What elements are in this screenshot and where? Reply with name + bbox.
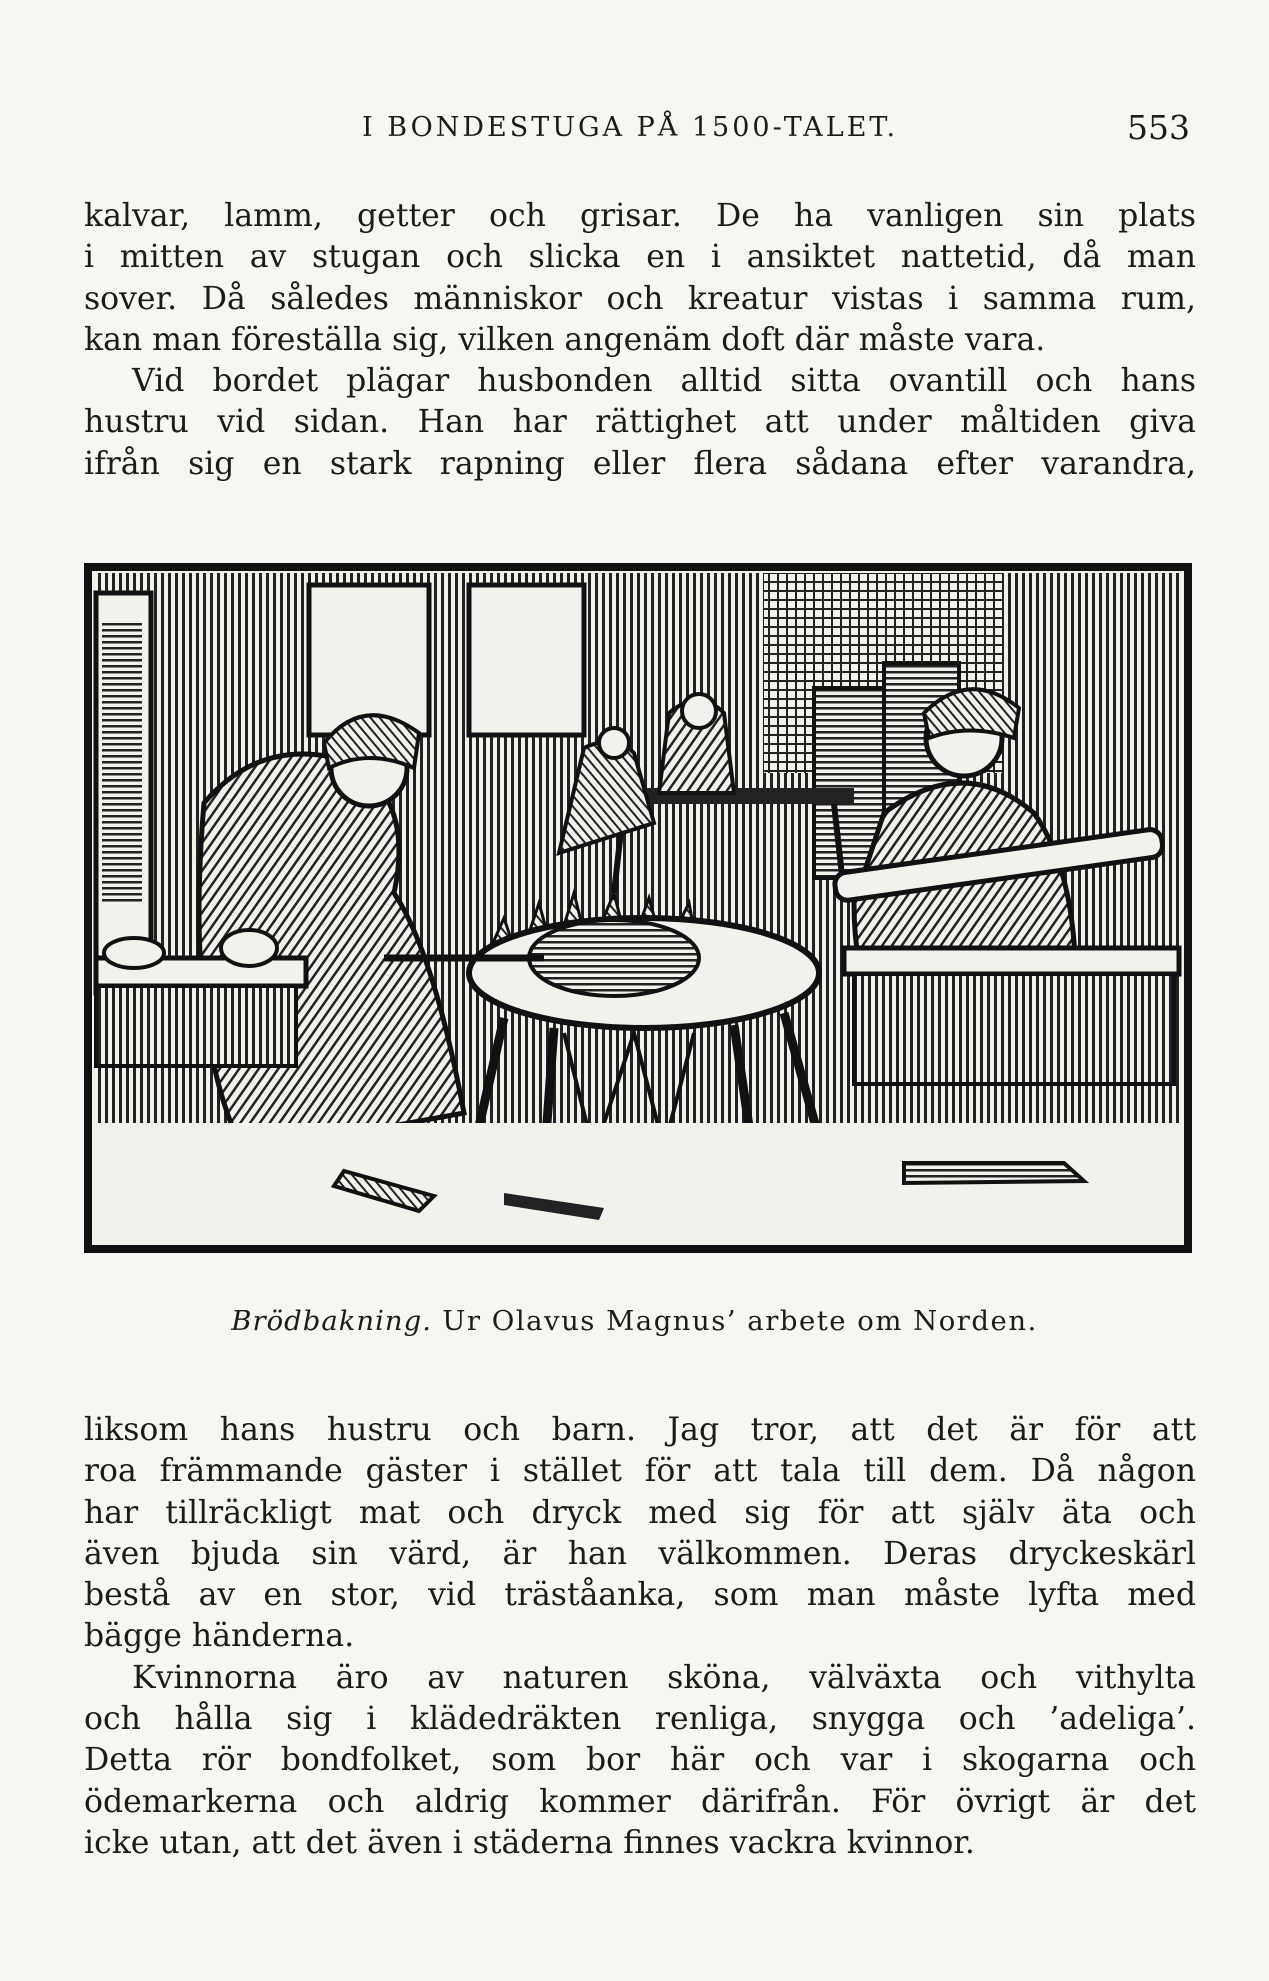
caption-source: Ur Olavus Magnus’ arbete om Norden. xyxy=(442,1305,1038,1337)
caption-title: Brödbakning. xyxy=(231,1305,432,1337)
text-line: liksom hans hustru och barn. Jag tror, att det är för att xyxy=(84,1412,1196,1448)
figure-caption xyxy=(0,1305,1269,1337)
text-line: har tillräckligt mat och dryck med sig för att själv äta och xyxy=(84,1494,1196,1531)
text-line: roa främmande gäster i stället för att tala till dem. Då någon xyxy=(84,1453,1196,1490)
text-line: Kvinnorna äro av naturen sköna, välväxta och vithylta xyxy=(132,1659,1196,1696)
page-header xyxy=(90,108,1190,152)
woodcut-bread-baking-illustration xyxy=(84,563,1192,1253)
text-line: ifrån sig en stark rapning eller flera sådana efter varandra, xyxy=(84,445,1196,482)
text-line: Vid bordet plägar husbonden alltid sitta ovantill och hans xyxy=(132,363,1196,400)
text-line: bägge händerna. xyxy=(84,1618,355,1655)
text-line: i mitten av stugan och slicka en i ansiktet nattetid, då man xyxy=(84,239,1196,276)
text-line: bestå av en stor, vid träståanka, som man måste lyfta med xyxy=(84,1577,1196,1614)
text-line: även bjuda sin värd, är han välkommen. Deras dryckeskärl xyxy=(84,1535,1196,1572)
text-line: och hålla sig i klädedräkten renliga, snygga och ’adeliga’. xyxy=(84,1701,1196,1738)
page-number: 553 xyxy=(1127,108,1190,147)
text-line: ödemarkerna och aldrig kommer därifrån. För övrigt är det xyxy=(84,1783,1196,1820)
body-text-bottom xyxy=(84,1410,1196,1864)
text-line: icke utan, att det även i städerna finnes vackra kvinnor. xyxy=(84,1824,975,1861)
text-line: hustru vid sidan. Han har rättighet att under måltiden giva xyxy=(84,404,1196,441)
text-line: kan man föreställa sig, vilken angenäm doft där måste vara. xyxy=(84,321,1046,358)
text-line: Detta rör bondfolket, som bor här och var i skogarna och xyxy=(84,1742,1196,1779)
running-head: I BONDESTUGA PÅ 1500-TALET. xyxy=(362,112,899,143)
text-line: sover. Då således människor och kreatur vistas i samma rum, xyxy=(84,280,1196,317)
text-line: kalvar, lamm, getter och grisar. De ha vanligen sin plats xyxy=(84,198,1196,234)
woodcut-figure xyxy=(84,563,1192,1253)
body-text-top xyxy=(84,196,1196,485)
